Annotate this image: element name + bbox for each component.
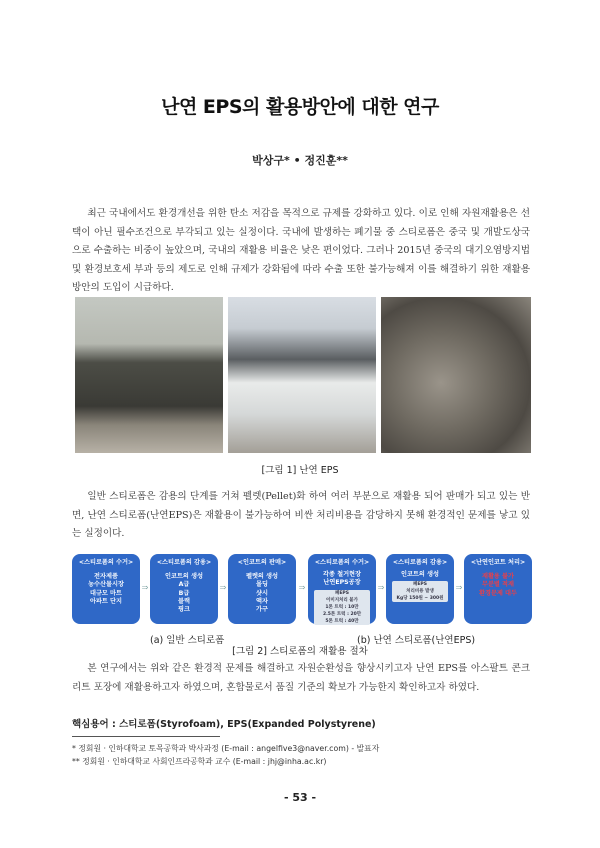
flow-line: 블랙 [178, 597, 190, 605]
arrow-right-icon: ⇒ [141, 583, 149, 592]
flow-step-6 [464, 554, 532, 624]
flow-line: 가구 [256, 606, 268, 614]
page-number: - 53 - [283, 791, 317, 804]
flow-step-head: <난연인코트 처리> [470, 559, 526, 566]
arrow-right-icon: ⇒ [377, 583, 385, 592]
flow-line: 펠렛의 생성 [245, 573, 279, 581]
flow-step-head: <스티로폼의 수거> [314, 559, 370, 566]
flow-step-head: <스티로폼의 감용> [392, 559, 448, 566]
subcaption-b: (b) 난연 스티로폼(난연EPS) [357, 635, 476, 646]
flow-line: 샷시 [256, 589, 268, 597]
mini-line: 폐EPS [413, 582, 427, 588]
flow-cost-table [392, 581, 448, 602]
flow-line: 아파트 단지 [89, 597, 123, 605]
mini-line: 처리비용 발생 [406, 589, 434, 595]
research-paragraph: 본 연구에서는 위와 같은 환경적 문제를 해결하고 자원순환성을 향상시키고자 난연 EPS를 아스팔트 콘크리트 포장에 재활용하고자 하였으며, 혼합물로서 품질 기준의 확보가 가능한지 확인하고자 하였다. [72, 663, 530, 693]
paper-title: 난연 EPS의 활용방안에 대한 연구 [161, 96, 439, 118]
flow-line: 농수산물시장 [88, 581, 124, 589]
mini-line: 이미지처리 불가 [326, 597, 358, 603]
arrow-right-icon: ⇒ [298, 583, 306, 592]
footnote-divider [72, 736, 220, 737]
authors: 박상구* • 정진훈** [252, 154, 348, 167]
flow-step-2 [150, 554, 218, 624]
mini-line: 5톤 트럭 : 40만 [325, 618, 359, 624]
flow-step-3 [228, 554, 296, 624]
flow-line: 난연EPS공장 [323, 579, 361, 587]
figure1-caption: [그림 1] 난연 EPS [261, 465, 339, 476]
flow-step-head: <스티로폼의 감용> [156, 559, 212, 566]
flow-line: 대규모 마트 [89, 589, 123, 597]
flow-line: 재활용 불가 [481, 573, 515, 581]
arrow-right-icon: ⇒ [219, 583, 227, 592]
flow-line: B급 [178, 589, 190, 597]
flow-step-5 [386, 554, 454, 624]
subcaption-a: (a) 일반 스티로폼 [150, 635, 225, 646]
footnote-2: ** 정회원 · 인하대학교 사회인프라공학과 교수 (E-mail : jhj@inha.ac.kr) [72, 757, 327, 766]
photo-stacked-eps [75, 297, 223, 453]
body-paragraph: 일반 스티로폼은 감용의 단계를 거쳐 펠렛(Pellet)화 하여 여러 부분으로 재활용 되어 판매가 되고 있는 반면, 난연 스티로폼(난연EPS)은 재활용이 불가능하여 비싼 처리비용을 감당하지 못해 환경적인 문제를 낳고 있는 실정이다. [72, 491, 530, 539]
intro-paragraph: 최근 국내에서도 환경개선을 위한 탄소 저감을 목적으로 규제를 강화하고 있다. 이로 인해 자원재활용은 선택이 아닌 필수조건으로 부각되고 있는 실정이다. 국내에 발생하는 폐기물 중 스티로폼은 중국 및 개발도상국으로 수출하는 비중이 높았으며, 국내의 재활용 비율은 낮은 편이었다. 그러나 2015년 중국의 대기오염방지법 및 환경보호세 부과 등의 제도로 인해 규제가 강화됨에 따라 수출 또한 불가능해져 이를 해결하기 위한 재활용 방안의 도입이 시급하다. [72, 208, 530, 293]
flow-line: 전자제품 [94, 573, 118, 581]
arrow-right-icon: ⇒ [455, 583, 463, 592]
flow-cost-table [314, 590, 370, 625]
recycling-flow-diagram [72, 554, 532, 624]
figure2-caption: [그림 2] 스티로폼의 재활용 절차 [232, 646, 368, 657]
mini-line: Kg당 150원 ~ 300원 [396, 596, 444, 602]
flow-step-head: <인코트의 판매> [237, 559, 287, 566]
flow-line: 인코트의 생성 [164, 573, 204, 581]
footnote-1: * 정회원 · 인하대학교 토목공학과 박사과정 (E-mail : angelfive3@naver.com) - 발표자 [72, 744, 380, 753]
flow-line: 무분별 적재 [481, 581, 515, 589]
photo-eps-bags [228, 297, 376, 453]
mini-line: 폐EPS [335, 590, 349, 596]
flow-line: 환경문제 대두 [478, 589, 518, 597]
flow-line: 인코트의 생성 [400, 571, 440, 579]
flow-line: 각종 철거현장 [322, 571, 362, 579]
flow-line: A급 [178, 581, 190, 589]
mini-line: 1톤 트럭 : 10만 [325, 604, 359, 610]
keywords: 핵심용어 : 스티로폼(Styrofoam), EPS(Expanded Polystyrene) [72, 719, 376, 730]
flow-line: 몰딩 [256, 581, 268, 589]
flow-step-4 [308, 554, 376, 624]
photo-eps-pile [381, 297, 531, 453]
flow-line: 핑크 [178, 606, 190, 614]
flow-line: 액자 [256, 597, 268, 605]
mini-line: 2.5톤 트럭 : 20만 [322, 611, 362, 617]
flow-step-head: <스티로폼의 수거> [78, 559, 134, 566]
figure1-photos [75, 297, 531, 453]
flow-step-1 [72, 554, 140, 624]
